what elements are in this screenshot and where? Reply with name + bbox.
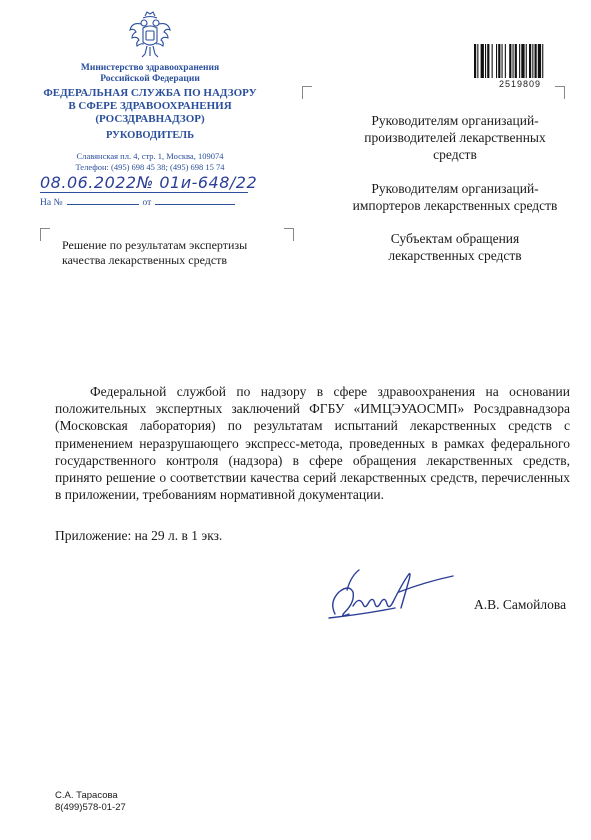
agency-line-1: ФЕДЕРАЛЬНАЯ СЛУЖБА ПО НАДЗОРУ xyxy=(43,87,257,99)
barcode-bar xyxy=(477,44,478,78)
barcode-bar xyxy=(513,44,514,78)
subject-bracket-left xyxy=(40,228,50,241)
reference-from: от xyxy=(142,198,152,208)
reference-number-blank xyxy=(67,204,139,205)
ministry-line-1: Министерство здравоохранения xyxy=(80,63,220,73)
barcode-bar xyxy=(487,44,489,78)
registration-underline xyxy=(40,192,248,193)
addressee-1-line-1: Руководителям организаций- xyxy=(371,113,539,128)
reference-prefix: На № xyxy=(40,198,63,208)
barcode-bar xyxy=(492,44,493,78)
barcode-bar xyxy=(502,44,503,78)
handwritten-signature xyxy=(325,562,455,624)
barcode-bar xyxy=(481,44,484,78)
agency-line-2: В СФЕРЕ ЗДРАВООХРАНЕНИЯ xyxy=(68,100,232,112)
barcode-bar xyxy=(509,44,511,78)
letter-body-paragraph: Федеральной службой по надзору в сфере здравоохранения на основании положительных экспертных заключений ФГБУ «ИМЦЭУАОСМП» Росздравнадзора (Московская лаборатория) по результатам испытаний лекарственных средств с применением неразрушающего экспресс-метода, проведенных в рамках федерального государственного контроля (надзора) в сфере обращения лекарственных средств, принято решение о соответствии качества серий лекарственных средств, перечисленных в приложении, требованиям нормативной документации. xyxy=(55,384,570,503)
ministry-name xyxy=(40,63,260,85)
head-title: РУКОВОДИТЕЛЬ xyxy=(105,130,195,141)
addressee-2-line-1: Руководителям организаций- xyxy=(371,181,539,196)
letter-subject xyxy=(62,238,292,268)
barcode-bar xyxy=(505,44,506,78)
executor-info xyxy=(55,790,126,814)
barcode-bar xyxy=(485,44,486,78)
barcode-bar xyxy=(515,44,517,78)
barcode-bar xyxy=(498,44,500,78)
barcode-bar xyxy=(542,44,543,78)
agency-name xyxy=(30,87,270,126)
barcode-bar xyxy=(521,44,524,78)
barcode-bar xyxy=(519,44,520,78)
executor-phone: 8(499)578-01-27 xyxy=(55,802,126,813)
agency-line-3: (РОСЗДРАВНАДЗОР) xyxy=(95,113,205,125)
ministry-line-2: Российской Федерации xyxy=(100,74,200,84)
executor-name: С.А. Тарасова xyxy=(55,790,118,801)
barcode-bar xyxy=(496,44,497,78)
reference-line xyxy=(40,198,235,208)
addressee-subjects xyxy=(330,230,580,264)
barcode-bar xyxy=(535,44,537,78)
reference-date-blank xyxy=(155,204,235,205)
barcode xyxy=(474,44,566,78)
addressee-importers xyxy=(330,180,580,214)
russian-coat-of-arms-icon xyxy=(128,10,172,60)
barcode-bar xyxy=(538,44,541,78)
address-line-1: Славянская пл. 4, стр. 1, Москва, 109074 xyxy=(76,151,224,161)
addressee-1-line-2: производителей лекарственных xyxy=(364,130,546,145)
subject-line-1: Решение по результатам экспертизы xyxy=(62,238,248,252)
address-line-2: Телефон: (495) 698 45 38; (495) 698 15 74 xyxy=(75,162,225,172)
barcode-number: 2519809 xyxy=(498,79,542,89)
barcode-bar xyxy=(529,44,531,78)
barcode-bar xyxy=(474,44,476,78)
addressee-3-line-2: лекарственных средств xyxy=(388,248,522,263)
addressee-2-line-2: импортеров лекарственных средств xyxy=(352,198,558,213)
barcode-bar xyxy=(532,44,533,78)
agency-address xyxy=(40,151,260,173)
addressee-manufacturers xyxy=(330,112,580,163)
barcode-bar xyxy=(526,44,527,78)
subject-line-2: качества лекарственных средств xyxy=(62,253,228,267)
addressee-bracket-left xyxy=(302,86,312,99)
addressee-3-line-1: Субъектам обращения xyxy=(390,231,520,246)
registration-date-number: 08.06.2022№ 01и-648/22 xyxy=(40,173,258,192)
addressee-1-line-3: средств xyxy=(433,147,477,162)
attachment-note: Приложение: на 29 л. в 1 экз. xyxy=(55,528,223,543)
signer-name: А.В. Самойлова xyxy=(474,597,567,612)
